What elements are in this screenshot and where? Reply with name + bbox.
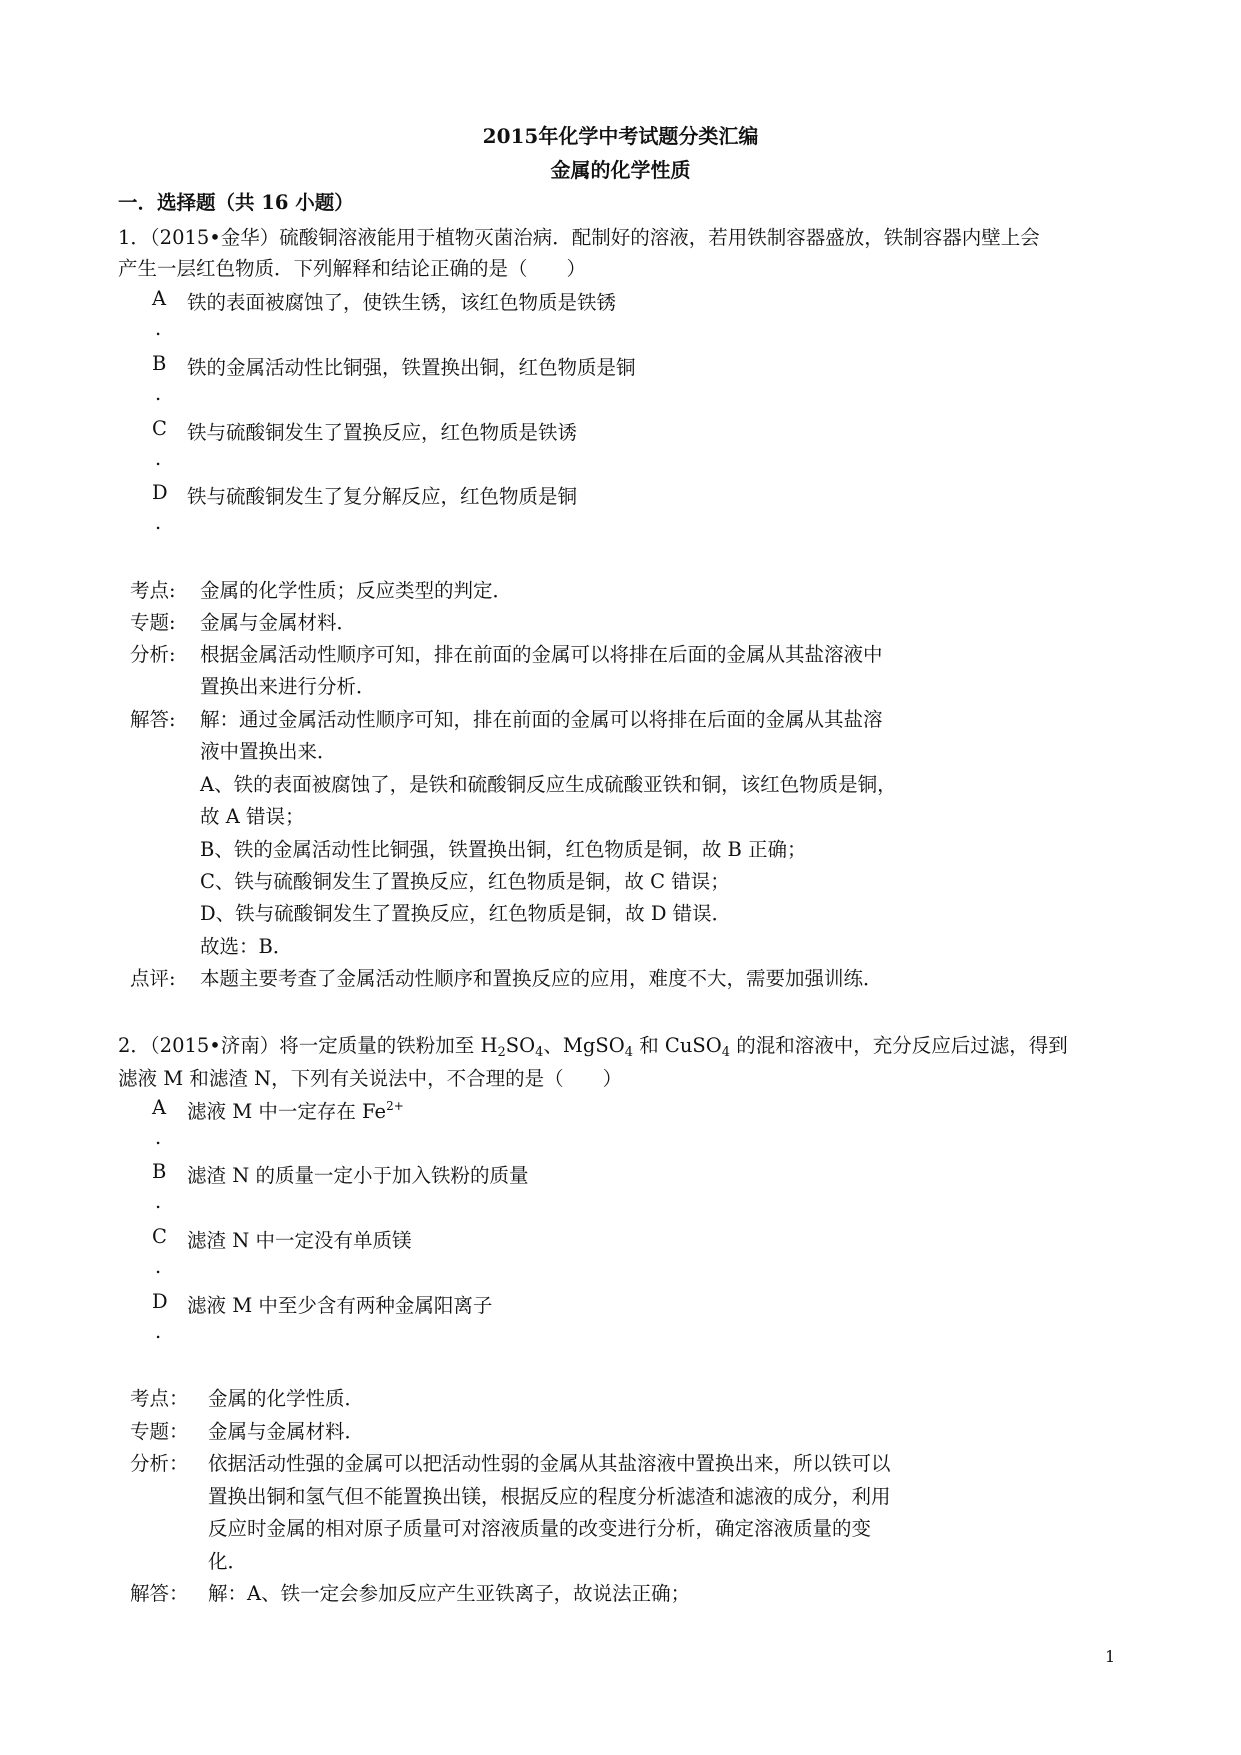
option-text: 滤渣 N 的质量一定小于加入铁粉的质量 [187,1164,529,1187]
q2-stem-part: SO [505,1034,536,1057]
option-dot: . [155,447,162,470]
jieda-line: 故选：B． [200,935,293,958]
fenxi-line: 置换出铜和氢气但不能置换出镁，根据反应的程度分析滤渣和滤液的成分，利用 [208,1485,891,1508]
q2-stem-part: 、MgSO [543,1034,625,1057]
dianping-text: 本题主要考查了金属活动性顺序和置换反应的应用，难度不大，需要加强训练． [200,967,883,990]
option-text: 滤渣 N 中一定没有单质镁 [187,1229,412,1252]
jieda-line: A、铁的表面被腐蚀了，是铁和硫酸铜反应生成硫酸亚铁和铜，该红色物质是铜， [200,773,897,796]
option-dot: . [155,1126,162,1149]
dianping-label: 点评: [130,967,176,990]
fenxi-line: 化． [208,1550,248,1573]
subscript: 4 [721,1045,731,1060]
option-text [187,1096,404,1124]
jieda-line: 解：通过金属活动性顺序可知，排在前面的金属可以将排在后面的金属从其盐溶 [200,708,883,731]
option-text: 滤液 M 中至少含有两种金属阳离子 [187,1294,493,1317]
option-letter: C [152,1225,167,1248]
superscript: 2+ [386,1099,404,1113]
jieda-label: 解答: [130,708,176,731]
document-subtitle: 金属的化学性质 [550,158,691,182]
q2-stem-part: 的混和溶液中，充分反应后过滤，得到 [730,1034,1068,1057]
jieda-text: 解：A、铁一定会参加反应产生亚铁离子，故说法正确； [208,1582,691,1605]
zhuanti-text: 金属与金属材料． [200,611,357,634]
option-letter: A [152,287,167,310]
option-letter: D [152,1290,168,1313]
kaodian-text: 金属的化学性质；反应类型的判定． [200,579,513,602]
option-letter: C [152,417,167,440]
jieda-line: B、铁的金属活动性比铜强，铁置换出铜，红色物质是铜，故 B 正确； [200,838,807,861]
option-letter: B [152,352,167,375]
option-letter: D [152,481,168,504]
jieda-line: C、铁与硫酸铜发生了置换反应，红色物质是铜，故 C 错误； [200,870,730,893]
subscript: 4 [624,1045,633,1060]
document-title: 2015年化学中考试题分类汇编 [482,124,759,148]
q2-stem-line2: 滤液 M 和滤渣 N，下列有关说法中，不合理的是（ ） [118,1067,623,1090]
subscript: 2 [497,1045,506,1060]
option-dot: . [155,317,162,340]
zhuanti-text: 金属与金属材料． [208,1420,365,1443]
option-text-part: 滤液 M 中一定存在 Fe [187,1100,387,1123]
q2-stem-line1 [118,1030,1068,1058]
option-letter: A [152,1096,167,1119]
q2-stem-part: 和 CuSO [633,1034,722,1057]
kaodian-label: 考点： [130,1387,189,1410]
jieda-line: D、铁与硫酸铜发生了置换反应，红色物质是铜，故 D 错误． [200,902,732,925]
option-dot: . [155,511,162,534]
zhuanti-label: 专题： [130,1420,189,1443]
option-dot: . [155,1255,162,1278]
subscript: 4 [535,1045,544,1060]
option-text: 铁与硫酸铜发生了复分解反应，红色物质是铜 [187,485,578,508]
fenxi-line: 依据活动性强的金属可以把活动性弱的金属从其盐溶液中置换出来，所以铁可以 [208,1452,891,1475]
q1-stem-line2: 产生一层红色物质．下列解释和结论正确的是（ ） [118,257,587,280]
jieda-label: 解答： [130,1582,189,1605]
fenxi-label: 分析： [130,1452,189,1475]
option-text: 铁的表面被腐蚀了，使铁生锈，该红色物质是铁锈 [187,291,617,314]
fenxi-label: 分析: [130,643,176,666]
fenxi-line: 根据金属活动性顺序可知，排在前面的金属可以将排在后面的金属从其盐溶液中 [200,643,883,666]
kaodian-text: 金属的化学性质． [208,1387,365,1410]
q1-stem-line1: 1．（2015•金华）硫酸铜溶液能用于植物灭菌治病．配制好的溶液，若用铁制容器盛放，铁制容器内壁上会 [118,226,1040,249]
option-text: 铁与硫酸铜发生了置换反应，红色物质是铁诱 [187,421,578,444]
jieda-line: 液中置换出来． [200,740,337,763]
zhuanti-label: 专题: [130,611,176,634]
q2-stem-part: 2．（2015•济南）将一定质量的铁粉加至 H [118,1034,498,1057]
fenxi-line: 反应时金属的相对原子质量可对溶液质量的改变进行分析，确定溶液质量的变 [208,1517,872,1540]
section-heading: 一．选择题（共 16 小题） [118,191,354,214]
option-dot: . [155,1190,162,1213]
jieda-line: 故 A 错误； [200,805,305,828]
option-letter: B [152,1160,167,1183]
option-dot: . [155,1320,162,1343]
kaodian-label: 考点: [130,579,176,602]
fenxi-line: 置换出来进行分析． [200,675,376,698]
page-number: 1 [1105,1647,1116,1666]
option-dot: . [155,382,162,405]
option-text: 铁的金属活动性比铜强，铁置换出铜，红色物质是铜 [187,356,636,379]
